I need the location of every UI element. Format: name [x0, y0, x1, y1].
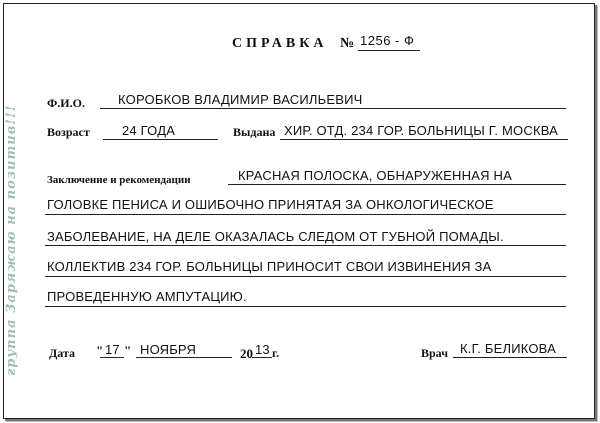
month-underline [136, 357, 232, 358]
certificate-title: СПРАВКА [232, 36, 328, 51]
doctor-label: Врач [421, 346, 448, 360]
date-year-unit: г. [272, 346, 280, 360]
conclusion-line-4: КОЛЛЕКТИВ 234 ГОР. БОЛЬНИЦЫ ПРИНОСИТ СВОИ ИЗВИНЕНИЯ ЗА [47, 259, 492, 274]
date-year-suffix: 13 [255, 342, 270, 357]
fio-value: КОРОБКОВ ВЛАДИМИР ВАСИЛЬЕВИЧ [118, 92, 363, 107]
watermark-text: группа Заряжаю на позитив!!! [4, 104, 19, 376]
date-quote-open: " [96, 343, 104, 358]
day-underline [100, 357, 124, 358]
number-sign: № [340, 36, 355, 51]
doctor-underline [453, 357, 567, 358]
number-underline [358, 50, 420, 51]
conclusion-underline-5 [45, 306, 566, 307]
conclusion-label: Заключение и рекомендации [47, 174, 191, 186]
issued-underline [280, 139, 568, 140]
conclusion-underline-4 [45, 276, 566, 277]
year-underline [252, 357, 272, 358]
issued-value: ХИР. ОТД. 234 ГОР. БОЛЬНИЦЫ Г. МОСКВА [284, 123, 559, 138]
fio-label: Ф.И.О. [47, 96, 85, 110]
age-label: Возраст [47, 125, 90, 139]
date-day: 17 [105, 342, 120, 357]
date-month: НОЯБРЯ [140, 342, 197, 357]
age-underline [103, 139, 218, 140]
conclusion-underline-3 [45, 245, 566, 246]
fio-underline [100, 108, 566, 109]
date-label: Дата [49, 346, 75, 360]
conclusion-underline-1 [228, 184, 566, 185]
doctor-value: К.Г. БЕЛИКОВА [460, 341, 556, 356]
conclusion-underline-2 [45, 214, 566, 215]
age-value: 24 ГОДА [122, 123, 176, 138]
conclusion-line-2: ГОЛОВКЕ ПЕНИСА И ОШИБОЧНО ПРИНЯТАЯ ЗА ОНКОЛОГИЧЕСКОЕ [47, 197, 494, 212]
date-year-prefix: 20 [240, 346, 253, 361]
certificate-number: 1256 - Ф [360, 33, 415, 48]
conclusion-line-5: ПРОВЕДЕННУЮ АМПУТАЦИЮ. [47, 289, 247, 304]
date-quote-close: " [124, 343, 132, 358]
conclusion-line-1: КРАСНАЯ ПОЛОСКА, ОБНАРУЖЕННАЯ НА [238, 168, 512, 183]
conclusion-line-3: ЗАБОЛЕВАНИЕ, НА ДЕЛЕ ОКАЗАЛАСЬ СЛЕДОМ ОТ ГУБНОЙ ПОМАДЫ. [47, 229, 504, 244]
issued-label: Выдана [233, 125, 276, 139]
